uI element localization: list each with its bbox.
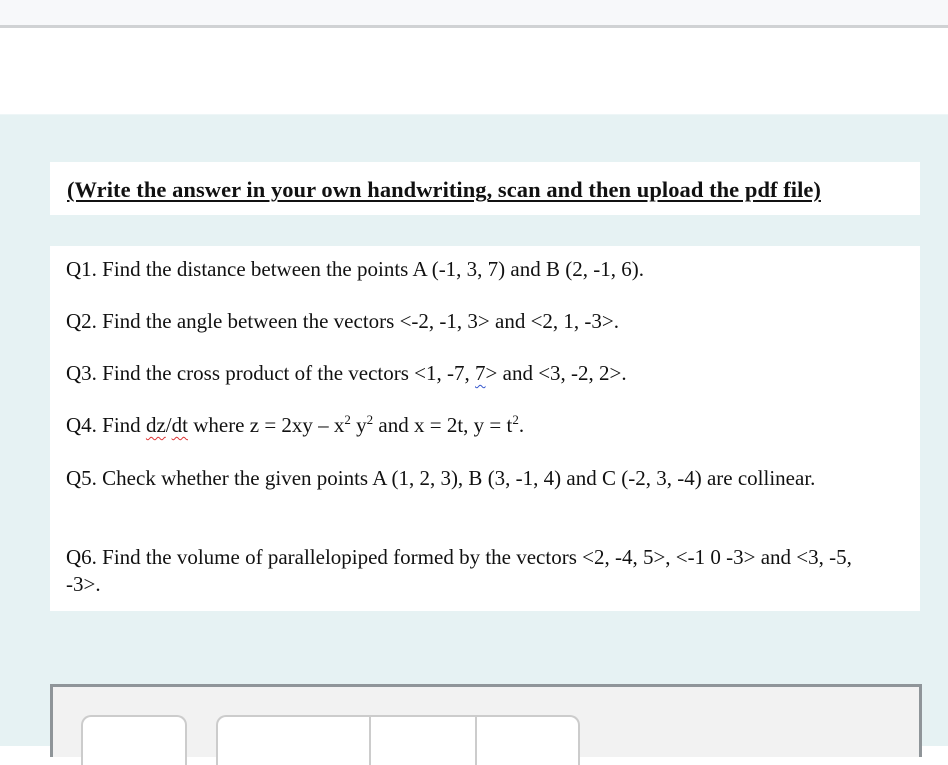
- toolbar-divider: [369, 717, 371, 765]
- question-6: Q6. Find the volume of parallelopiped formed by the vectors <2, -4, 5>, <-1 0 -3> and <3, -5, -3>.: [66, 545, 852, 596]
- question-5: Q5. Check whether the given points A (1, 2, 3), B (3, -1, 4) and C (-2, 3, -4) are collinear.: [66, 466, 816, 490]
- toolbar-button-group[interactable]: [216, 715, 580, 765]
- toolbar-button[interactable]: [81, 715, 187, 765]
- top-bar: [0, 0, 948, 28]
- question-4: Q4. Find dz/dt where $z = 2xy - x^2$ $y^2$ and x = 2t, $y = t^2$.: [66, 412, 525, 437]
- questions-box: [50, 246, 920, 611]
- instruction-banner: [50, 162, 920, 215]
- answer-editor[interactable]: [50, 684, 922, 757]
- toolbar-divider: [475, 717, 477, 765]
- header-spacer: [0, 28, 948, 114]
- spell-flagged-word: dz: [145, 413, 166, 437]
- question-3: Q3. Find the cross product of the vectors <1, -7, 7> and <3, -2, 2>.: [66, 361, 627, 385]
- question-1: Q1. Find the distance between the points A (-1, 3, 7) and B (2, -1, 6).: [66, 257, 644, 281]
- spell-flagged-word: dt: [171, 413, 188, 437]
- instruction-text: (Write the answer in your own handwriting, scan and then upload the pdf file): [67, 177, 821, 202]
- question-2: Q2. Find the angle between the vectors <-2, -1, 3> and <2, 1, -3>.: [66, 309, 619, 333]
- grammar-flagged-word: 7: [475, 361, 486, 385]
